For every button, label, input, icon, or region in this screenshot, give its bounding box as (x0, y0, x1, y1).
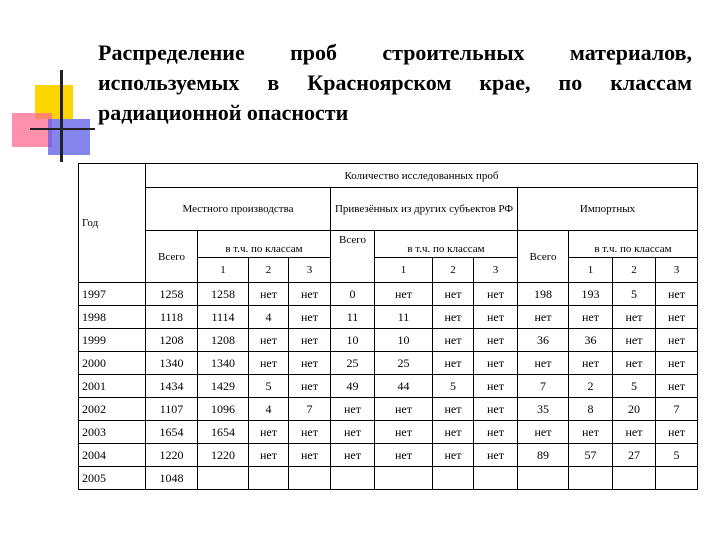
table-cell: 20 (613, 398, 656, 421)
table-cell: 89 (518, 444, 569, 467)
table-cell: 11 (331, 306, 375, 329)
table-row (79, 375, 698, 398)
table-cell: 25 (331, 352, 375, 375)
table-cell: 1114 (198, 306, 249, 329)
header-imported-class-2: 2 (613, 258, 656, 283)
header-local-class-3: 3 (289, 258, 331, 283)
table-cell: нет (375, 421, 433, 444)
table-cell: нет (656, 421, 698, 444)
table-cell: нет (474, 283, 518, 306)
table-cell: 1208 (146, 329, 198, 352)
table-cell: нет (474, 398, 518, 421)
table-row (79, 421, 698, 444)
table-cell: нет (518, 306, 569, 329)
table-cell: нет (289, 375, 331, 398)
table-cell: нет (433, 283, 474, 306)
table-cell: 7 (518, 375, 569, 398)
year-cell: 2004 (79, 444, 146, 467)
table-cell: 1258 (198, 283, 249, 306)
table-cell: 4 (249, 398, 289, 421)
table-cell: нет (518, 352, 569, 375)
table-cell (331, 467, 375, 490)
table-cell: нет (289, 329, 331, 352)
table-cell: 8 (569, 398, 613, 421)
table-cell: нет (289, 444, 331, 467)
table-cell: 1220 (146, 444, 198, 467)
header-other-class-3: 3 (474, 258, 518, 283)
header-imported-total: Всего (518, 231, 569, 283)
table-cell: 5 (433, 375, 474, 398)
table-row (79, 306, 698, 329)
table-cell (656, 467, 698, 490)
table-cell: нет (613, 421, 656, 444)
table-cell: нет (474, 421, 518, 444)
table-cell: нет (474, 352, 518, 375)
header-other-class-1: 1 (375, 258, 433, 283)
table-cell: 49 (331, 375, 375, 398)
table-row (79, 444, 698, 467)
table-cell: 1107 (146, 398, 198, 421)
table-cell: нет (331, 421, 375, 444)
table-cell: 27 (613, 444, 656, 467)
header-local-class-2: 2 (249, 258, 289, 283)
header-imported-class-1: 1 (569, 258, 613, 283)
year-cell: 1997 (79, 283, 146, 306)
table-cell: нет (569, 306, 613, 329)
year-cell: 2000 (79, 352, 146, 375)
table-cell: 198 (518, 283, 569, 306)
table-cell: нет (289, 283, 331, 306)
table-cell: 1434 (146, 375, 198, 398)
header-imported-class-3: 3 (656, 258, 698, 283)
header-other-class-2: 2 (433, 258, 474, 283)
table-cell: нет (331, 444, 375, 467)
table-body (79, 283, 698, 490)
table-cell: нет (289, 421, 331, 444)
header-local-class-1: 1 (198, 258, 249, 283)
decor-vertical-line (60, 70, 63, 162)
table-cell (613, 467, 656, 490)
table-cell: 1118 (146, 306, 198, 329)
table-cell: нет (656, 329, 698, 352)
table-cell: нет (656, 283, 698, 306)
table-cell: нет (656, 352, 698, 375)
table-cell (375, 467, 433, 490)
radiation-class-table (78, 163, 698, 490)
table-cell: 1654 (198, 421, 249, 444)
year-cell: 1998 (79, 306, 146, 329)
table-cell: 11 (375, 306, 433, 329)
table-cell: нет (656, 375, 698, 398)
table-cell: 10 (375, 329, 433, 352)
table-cell: 35 (518, 398, 569, 421)
table-cell (433, 467, 474, 490)
header-local-by-class: в т.ч. по классам (198, 231, 331, 258)
table-cell: 10 (331, 329, 375, 352)
decor-horizontal-line (30, 128, 95, 130)
table-cell: нет (433, 398, 474, 421)
table-cell: 36 (518, 329, 569, 352)
table-cell: нет (613, 329, 656, 352)
table-cell: нет (249, 283, 289, 306)
table-cell: нет (613, 352, 656, 375)
table-cell: нет (474, 444, 518, 467)
table-cell (289, 467, 331, 490)
header-local: Местного производства (146, 188, 331, 231)
table-cell (474, 467, 518, 490)
decor-square-pink (12, 113, 52, 147)
table-row (79, 352, 698, 375)
table-cell: нет (569, 421, 613, 444)
table-cell: 1654 (146, 421, 198, 444)
year-cell: 2002 (79, 398, 146, 421)
table-cell: нет (249, 352, 289, 375)
table-cell (198, 467, 249, 490)
year-cell: 2005 (79, 467, 146, 490)
year-cell: 2003 (79, 421, 146, 444)
header-row-3 (79, 231, 698, 258)
table-row (79, 329, 698, 352)
table-cell: нет (433, 444, 474, 467)
table-cell: 1208 (198, 329, 249, 352)
table-cell: 25 (375, 352, 433, 375)
table-cell: нет (375, 398, 433, 421)
year-cell: 1999 (79, 329, 146, 352)
table-cell: 4 (249, 306, 289, 329)
header-local-total: Всего (146, 231, 198, 283)
table-cell: нет (249, 444, 289, 467)
decor-square-blue (48, 119, 90, 155)
table-cell: 1429 (198, 375, 249, 398)
header-other-by-class: в т.ч. по классам (375, 231, 518, 258)
table-cell: нет (375, 283, 433, 306)
table-cell: нет (433, 329, 474, 352)
table-cell: нет (289, 352, 331, 375)
table-cell: нет (433, 306, 474, 329)
table-cell: нет (433, 421, 474, 444)
table-cell: нет (518, 421, 569, 444)
table-cell: 193 (569, 283, 613, 306)
header-imported: Импортных (518, 188, 698, 231)
table-cell: нет (474, 375, 518, 398)
table-cell (249, 467, 289, 490)
table-cell: 44 (375, 375, 433, 398)
table-cell: 5 (249, 375, 289, 398)
header-row-2 (79, 188, 698, 231)
table-cell: нет (331, 398, 375, 421)
slide-title: Распределение проб строительных материалов, используемых в Красноярском крае, по классам радиационной опасности (98, 40, 692, 125)
table-cell: нет (656, 306, 698, 329)
table-cell: 1096 (198, 398, 249, 421)
table-cell: 5 (613, 375, 656, 398)
table-cell: нет (249, 421, 289, 444)
table-cell: 1048 (146, 467, 198, 490)
table-cell: 5 (656, 444, 698, 467)
table-cell: нет (289, 306, 331, 329)
table-cell: 7 (656, 398, 698, 421)
table-row (79, 283, 698, 306)
table-cell: 5 (613, 283, 656, 306)
header-imported-other: Привезённых из других субъектов РФ (331, 188, 518, 231)
header-other-total: Всего (331, 231, 375, 283)
table-cell: нет (569, 352, 613, 375)
year-cell: 2001 (79, 375, 146, 398)
header-count: Количество исследованных проб (146, 164, 698, 188)
table-cell: нет (474, 329, 518, 352)
table-cell: 57 (569, 444, 613, 467)
table-cell: 1220 (198, 444, 249, 467)
table-cell: 1340 (146, 352, 198, 375)
header-year: Год (79, 164, 146, 283)
table-cell: 1340 (198, 352, 249, 375)
table-cell (518, 467, 569, 490)
table-cell: нет (375, 444, 433, 467)
table-row (79, 398, 698, 421)
table-row (79, 467, 698, 490)
table-cell: 0 (331, 283, 375, 306)
table-cell: нет (249, 329, 289, 352)
header-row-1 (79, 164, 698, 188)
table-cell: 36 (569, 329, 613, 352)
table-cell: нет (433, 352, 474, 375)
table-cell: 1258 (146, 283, 198, 306)
table-cell: нет (474, 306, 518, 329)
table-cell: 2 (569, 375, 613, 398)
table-cell: 7 (289, 398, 331, 421)
table-cell (569, 467, 613, 490)
table-cell: нет (613, 306, 656, 329)
header-imported-by-class: в т.ч. по классам (569, 231, 698, 258)
